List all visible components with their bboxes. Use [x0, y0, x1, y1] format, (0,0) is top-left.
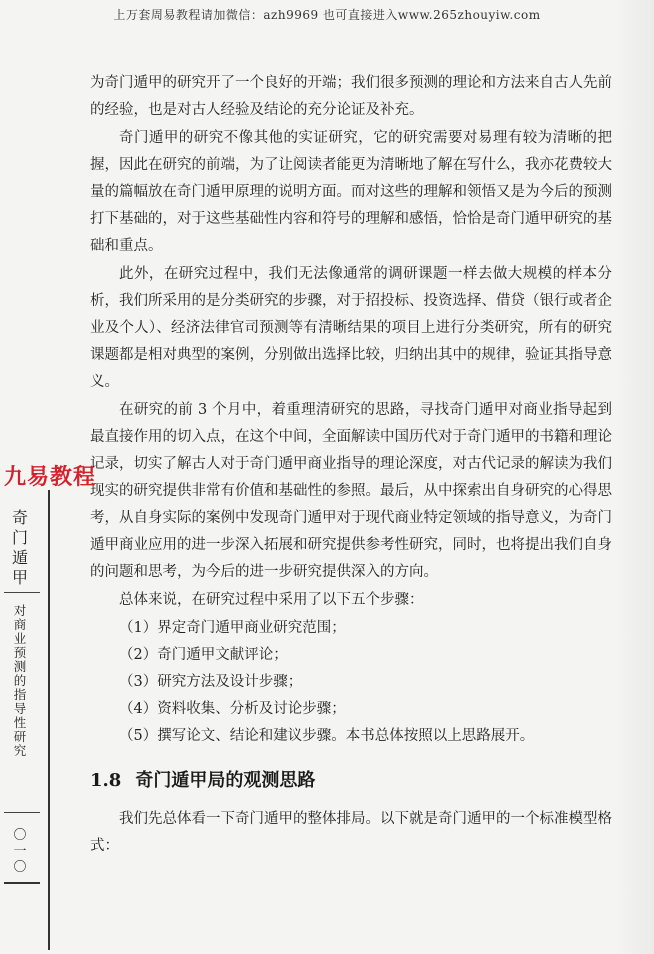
sidebar-separator	[4, 882, 40, 884]
section-paragraph: 我们先总体看一下奇门遁甲的整体排局。以下就是奇门遁甲的一个标准模型格式：	[90, 811, 612, 854]
paragraph-1: 为奇门遁甲的研究开了一个良好的开端；我们很多预测的理论和方法来自古人先前的经验，也是对古人经验及结论的充分论证及补充。	[90, 75, 612, 118]
section-number: 1.8	[90, 770, 122, 791]
sidebar-subtitle: 对商业预测的指导性研究	[13, 603, 27, 758]
body-text	[90, 70, 612, 750]
section-body	[90, 806, 612, 860]
step-item-2: （2）奇门遁甲文献评论；	[119, 647, 288, 663]
section-title-text: 奇门遁甲局的观测思路	[135, 770, 316, 791]
paragraph-5: 总体来说，在研究过程中采用了以下五个步骤：	[119, 592, 424, 608]
paragraph-3: 此外，在研究过程中，我们无法像通常的调研课题一样去做大规模的样本分析，我们所采用的是分类研究的步骤，对于招投标、投资选择、借贷（银行或者企业及个人）、经济法律官司预测等有清晰结果的项目上进行分类研究，所有的研究课题都是相对典型的案例，分别做出选择比较，归纳出其中的规律，验证其指导意义。	[90, 266, 612, 390]
section-heading	[90, 766, 315, 792]
page-header: 上万套周易教程请加微信：azh9969 也可直接进入www.265zhouyiw.com	[113, 8, 541, 22]
sidebar-divider	[48, 490, 50, 950]
sidebar-separator	[4, 592, 40, 593]
watermark-logo: 九易教程	[4, 465, 97, 490]
step-item-4: （4）资料收集、分析及讨论步骤；	[119, 701, 346, 717]
page-edge-shadow	[614, 0, 654, 954]
step-item-3: （3）研究方法及设计步骤；	[119, 674, 303, 690]
paragraph-4: 在研究的前 3 个月中，着重理清研究的思路，寻找奇门遁甲对商业指导起到最直接作用的切入点，在这个中间，全面解读中国历代对于奇门遁甲的书籍和理论记录，切实了解古人对于奇门遁甲商业指导的理论深度，对古代记录的解读为我们现实的研究提供非常有价值和基础性的参照。最后，从中探索出自身研究的心得思考，从自身实际的案例中发现奇门遁甲对于现代商业特定领域的指导意义，为奇门遁甲商业应用的进一步深入拓展和研究提供参考性研究，同时，也将提出我们自身的问题和思考，为今后的进一步研究提供深入的方向。	[90, 402, 612, 580]
sidebar-book-title: 奇门遁甲	[11, 508, 28, 587]
sidebar-separator	[4, 812, 40, 813]
paragraph-2: 奇门遁甲的研究不像其他的实证研究，它的研究需要对易理有较为清晰的把握，因此在研究的前端，为了让阅读者能更为清晰地了解在写什么，我亦花费较大量的篇幅放在奇门遁甲原理的说明方面。而对这些的理解和领悟又是为今后的预测打下基础的，对于这些基础性内容和符号的理解和感悟，恰恰是奇门遁甲研究的基础和重点。	[90, 130, 612, 254]
step-item-1: （1）界定奇门遁甲商业研究范围；	[119, 620, 346, 636]
page-number: 〇一〇	[13, 828, 27, 875]
step-item-5: （5）撰写论文、结论和建议步骤。本书总体按照以上思路展开。	[119, 728, 535, 744]
